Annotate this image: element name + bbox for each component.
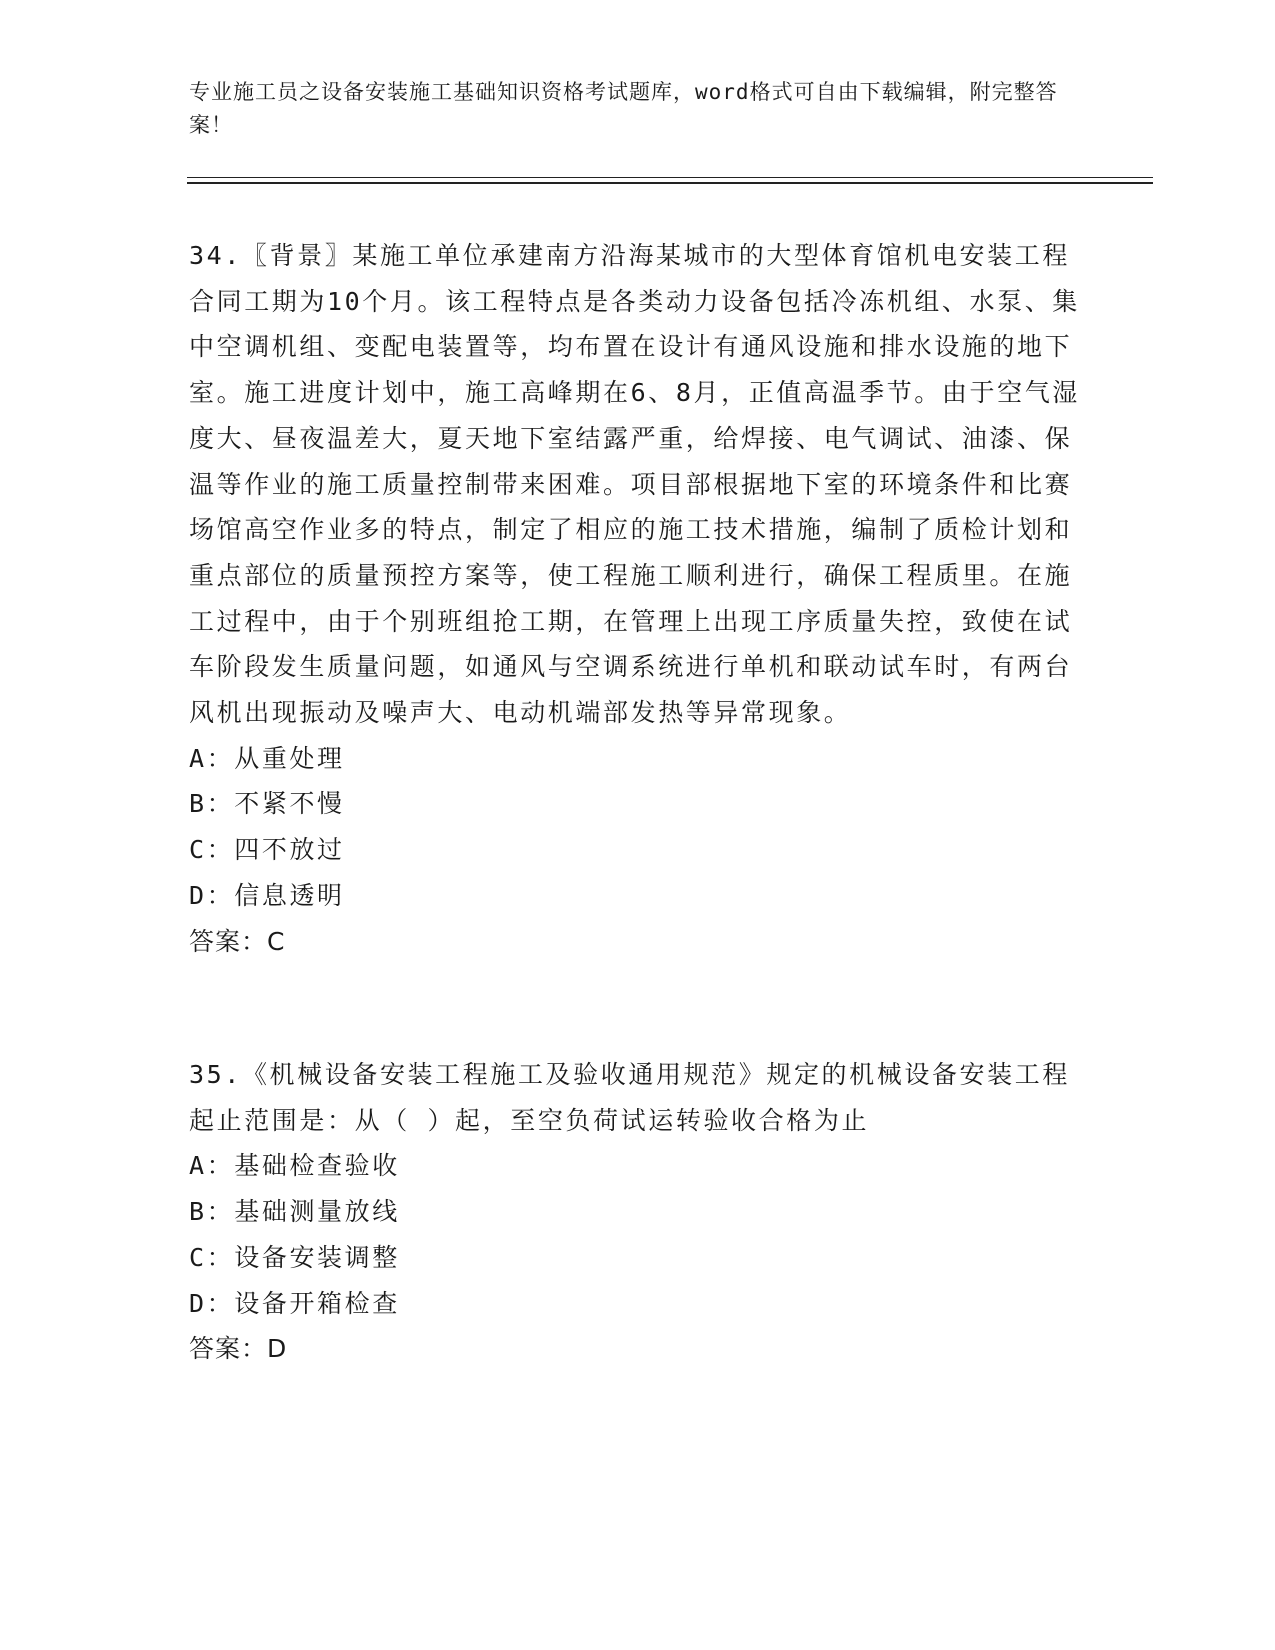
option-a: A：基础检查验收 [189,1151,400,1181]
question-34 [189,233,1089,964]
header-rule-thin [187,177,1153,178]
question-stem: 34.〖背景〗某施工单位承建南方沿海某城市的大型体育馆机电安装工程合同工期为10个月。该工程特点是各类动力设备包括冷冻机组、水泵、集中空调机组、变配电装置等，均布置在设计有通风设施和排水设施的地下室。施工进度计划中，施工高峰期在6、8月，正值高温季节。由于空气湿度大、昼夜温差大，夏天地下室结露严重，给焊接、电气调试、油漆、保温等作业的施工质量控制带来困难。项目部根据地下室的环境条件和比赛场馆高空作业多的特点，制定了相应的施工技术措施，编制了质检计划和重点部位的质量预控方案等，使工程施工顺利进行，确保工程质里。在施工过程中，由于个别班组抢工期，在管理上出现工序质量失控，致使在试车阶段发生质量问题，如通风与空调系统进行单机和联动试车时，有两台风机出现振动及噪声大、电动机端部发热等异常现象。 [189,241,1080,728]
question-stem: 35.《机械设备安装工程施工及验收通用规范》规定的机械设备安装工程起止范围是：从（ ）起，至空负荷试运转验收合格为止 [189,1060,1070,1135]
option-d: D：信息透明 [189,880,345,910]
answer-line: 答案：C [189,926,286,956]
header-rule-thick [187,182,1153,184]
option-b: B：基础测量放线 [189,1197,400,1227]
option-c: C：设备安装调整 [189,1242,400,1272]
answer-line: 答案：D [189,1334,288,1364]
question-35 [189,1052,1089,1372]
option-b: B：不紧不慢 [189,789,345,819]
option-a: A：从重处理 [189,743,345,773]
document-header: 专业施工员之设备安装施工基础知识资格考试题库，word格式可自由下载编辑，附完整答案！ [189,80,1058,137]
option-d: D：设备开箱检查 [189,1288,400,1318]
option-c: C：四不放过 [189,835,345,865]
